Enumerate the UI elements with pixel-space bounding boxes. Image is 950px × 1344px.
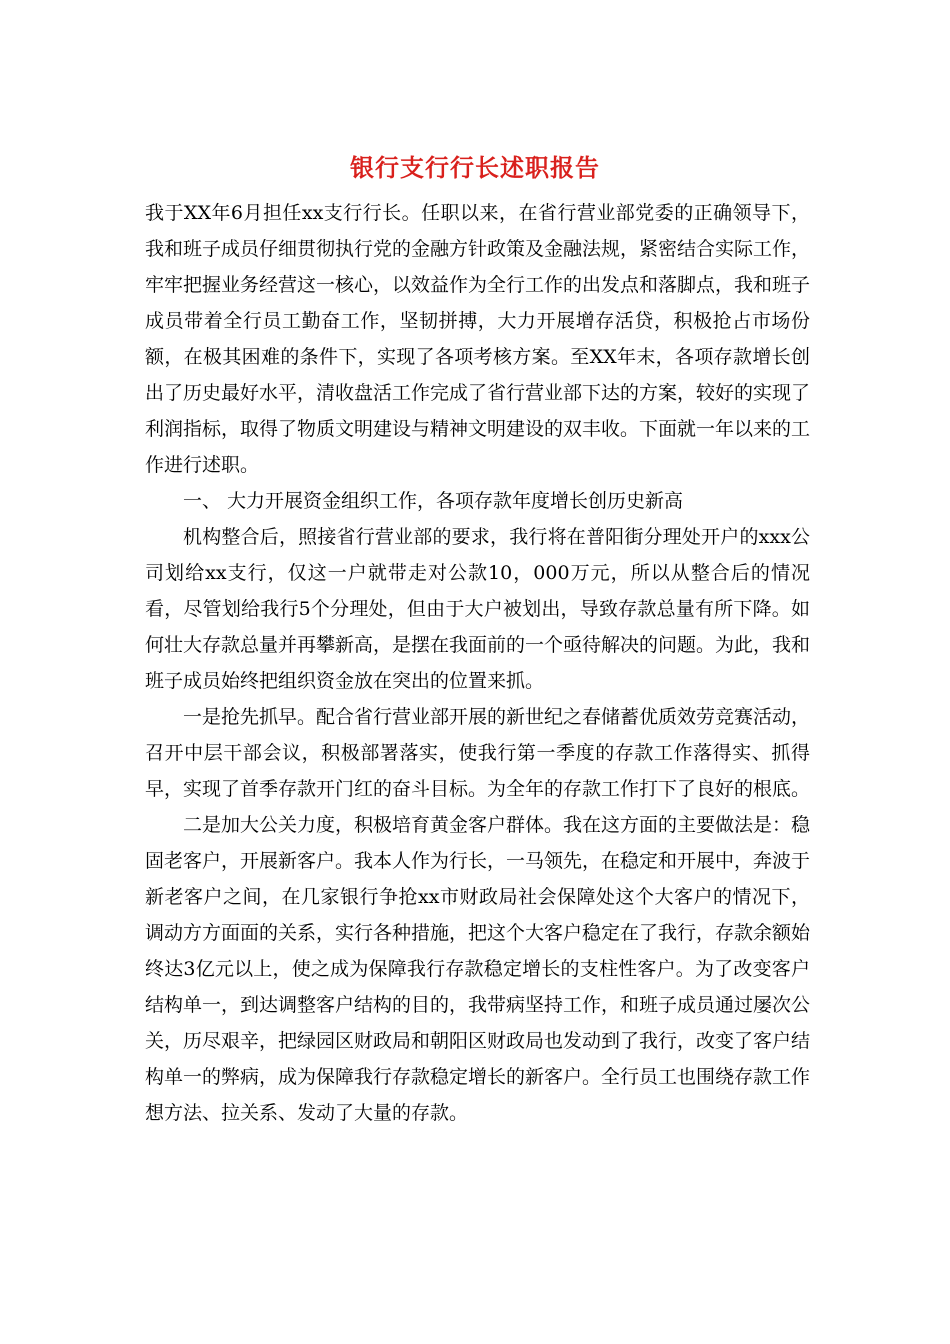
document-body — [145, 195, 810, 1131]
document-title: 银行支行行长述职报告 — [350, 153, 600, 182]
paragraph-point-two: 二是加大公关力度，积极培育黄金客户群体。我在这方面的主要做法是：稳固老客户，开展新客户。我本人作为行长，一马领先，在稳定和开展中，奔波于新老客户之间，在几家银行争抢xx市财政局社会保障处这个大客户的情况下，调动方方面面的关系，实行各种措施，把这个大客户稳定在了我行，存款余额始终达3亿元以上，使之成为保障我行存款稳定增长的支柱性客户。为了改变客户结构单一，到达调整客户结构的目的，我带病坚持工作，和班子成员通过屡次公关，历尽艰辛，把绿园区财政局和朝阳区财政局也发动到了我行，改变了客户结构单一的弊病，成为保障我行存款稳定增长的新客户。全行员工也围绕存款工作想方法、拉关系、发动了大量的存款。 — [145, 814, 811, 1124]
paragraph-reorganization: 机构整合后，照接省行营业部的要求，我行将在普阳街分理处开户的xxx公司划给xx支行，仅这一户就带走对公款10，000万元，所以从整合后的情况看，尽管划给我行5个分理处，但由于大户被划出，导致存款总量有所下降。如何壮大存款总量并再攀新高，是摆在我面前的一个亟待解决的问题。为此，我和班子成员始终把组织资金放在突出的位置来抓。 — [145, 526, 811, 692]
section-heading-1: 一、 大力开展资金组织工作，各项存款年度增长创历史新高 — [183, 490, 684, 512]
paragraph-intro: 我于XX年6月担任xx支行行长。任职以来，在省行营业部党委的正确领导下，我和班子成员仔细贯彻执行党的金融方针政策及金融法规，紧密结合实际工作，牢牢把握业务经营这一核心，以效益作为全行工作的出发点和落脚点，我和班子成员带着全行员工勤奋工作，坚韧拼搏，大力开展增存活贷，积极抢占市场份额，在极其困难的条件下，实现了各项考核方案。至XX年末，各项存款增长创出了历史最好水平，清收盘活工作完成了省行营业部下达的方案，较好的实现了利润指标，取得了物质文明建设与精神文明建设的双丰收。下面就一年以来的工作进行述职。 — [145, 202, 811, 476]
paragraph-point-one: 一是抢先抓早。配合省行营业部开展的新世纪之春储蓄优质效劳竞赛活动，召开中层干部会议，积极部署落实，使我行第一季度的存款工作落得实、抓得早，实现了首季存款开门红的奋斗目标。为全年的存款工作打下了良好的根底。 — [145, 706, 811, 800]
